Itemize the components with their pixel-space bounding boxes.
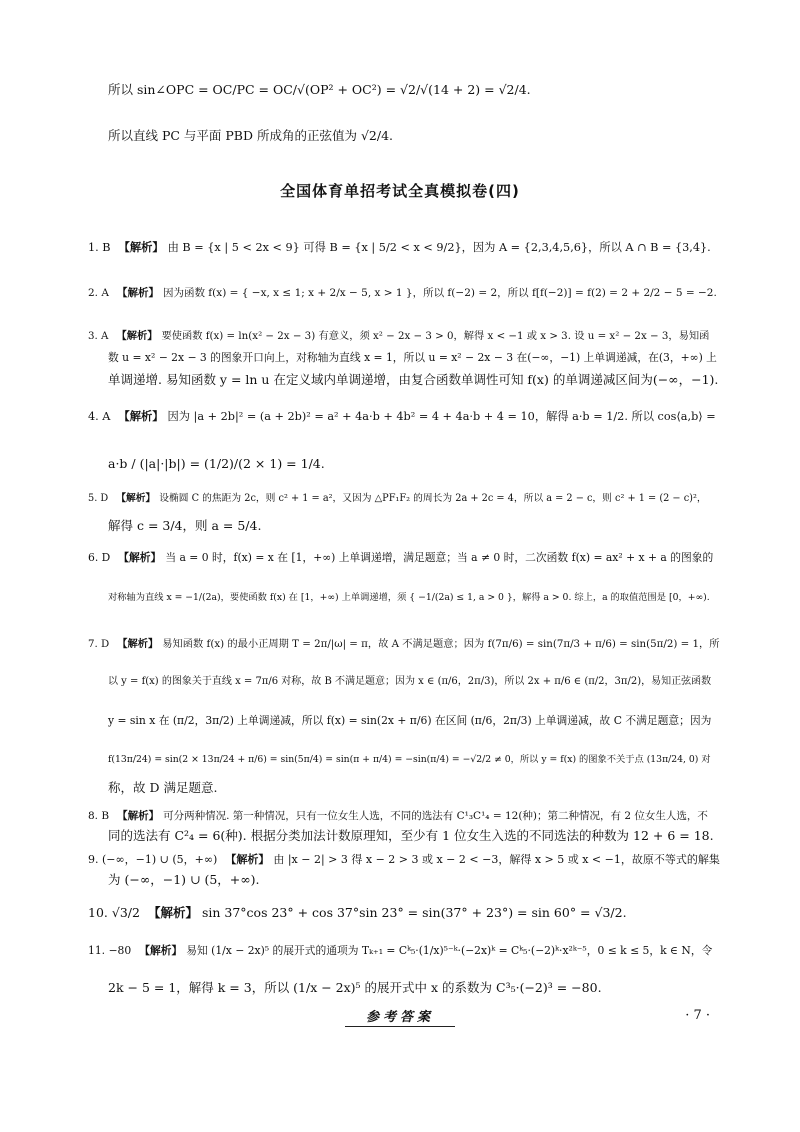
intro-line-2: 所以直线 PC 与平面 PBD 所成角的正弦值为 √2/4. bbox=[108, 128, 394, 143]
item-9-number: 9. (−∞，−1) ∪ (5，+∞) bbox=[88, 853, 218, 866]
item-7-line-2: 以 y = f(x) 的图象关于直线 x = 7π/6 对称，故 B 不满足题意；因为 x ∈ (π/6，2π/3)，所以 2x + π/6 ∈ (π/2，3π/2)，易知正弦函数 bbox=[108, 676, 712, 687]
item-7-line-4: f(13π/24) = sin(2 × 13π/24 + π/6) = sin(5π/4) = sin(π + π/4) = −sin(π/4) = −√2/2 ≠ 0，所以 y = f(x) 的图象不关于点 (13π/24, 0) 对 bbox=[108, 754, 711, 765]
item-3-line-1: 要使函数 f(x) = ln(x² − 2x − 3) 有意义，须 x² − 2x − 3 > 0，解得 x < −1 或 x > 3. 设 u = x² − 2x − 3，易知函 bbox=[161, 330, 710, 342]
item-11-line-2: 2k − 5 = 1，解得 k = 3，所以 (1/x − 2x)⁵ 的展开式中 x 的系数为 C³₅·(−2)³ = −80. bbox=[108, 980, 602, 995]
item-7-number: 7. D bbox=[88, 638, 110, 650]
item-6-number: 6. D bbox=[88, 551, 111, 564]
item-8-line-2: 同的选法有 C²₄ = 6(种). 根据分类加法计数原理知，至少有 1 位女生入选的不同选法的种数为 12 + 6 = 18. bbox=[108, 828, 714, 843]
item-7 bbox=[88, 636, 719, 652]
item-3 bbox=[88, 328, 709, 344]
item-4-number: 4. A bbox=[88, 410, 111, 423]
item-9-tag: 【解析】 bbox=[225, 853, 270, 866]
item-3-line-3: 单调递增. 易知函数 y = ln u 在定义域内单调递增，由复合函数单调性可知 f(x) 的单调递减区间为(−∞，−1). bbox=[108, 372, 719, 387]
item-5-line-2: 解得 c = 3/4，则 a = 5/4. bbox=[108, 518, 262, 533]
item-6 bbox=[88, 550, 713, 566]
item-5 bbox=[88, 491, 707, 507]
item-5-number: 5. D bbox=[88, 493, 109, 504]
item-8 bbox=[88, 808, 708, 824]
item-6-line-2: 对称轴为直线 x = −1/(2a)，要使函数 f(x) 在 [1，+∞) 上单调递增，须 { −1/(2a) ≤ 1, a > 0 }，解得 a > 0. 综上，a 的取值范围是 [0，+∞). bbox=[108, 592, 710, 603]
item-9-line-1: 由 |x − 2| > 3 得 x − 2 > 3 或 x − 2 < −3，解得 x > 5 或 x < −1，故原不等式的解集 bbox=[273, 853, 720, 866]
item-10 bbox=[88, 905, 627, 921]
item-4-line-1: 因为 |a + 2b|² = (a + 2b)² = a² + 4a·b + 4b² = 4 + 4a·b + 4 = 10，解得 a·b = 1/2. 所以 cos⟨a,b⟩ = bbox=[167, 410, 716, 423]
footer-label: 参考答案 bbox=[365, 1010, 434, 1025]
item-5-tag: 【解析】 bbox=[116, 493, 156, 504]
item-3-number: 3. A bbox=[88, 330, 109, 342]
item-4 bbox=[88, 408, 716, 425]
item-1-tag: 【解析】 bbox=[118, 240, 164, 254]
item-9 bbox=[88, 852, 720, 868]
item-3-line-2: 数 u = x² − 2x − 3 的图象开口向上，对称轴为直线 x = 1，所以 u = x² − 2x − 3 在(−∞，−1) 上单调递减，在(3，+∞) 上 bbox=[108, 351, 717, 364]
page-number: · 7 · bbox=[685, 1008, 710, 1023]
item-4-line-2: a·b / (|a|·|b|) = (1/2)/(2 × 1) = 1/4. bbox=[108, 456, 325, 471]
item-10-tag: 【解析】 bbox=[147, 905, 198, 920]
item-7-line-5: 称，故 D 满足题意. bbox=[108, 780, 218, 795]
item-3-tag: 【解析】 bbox=[116, 330, 158, 342]
item-4-tag: 【解析】 bbox=[118, 409, 164, 423]
item-7-line-1: 易知函数 f(x) 的最小正周期 T = 2π/|ω| = π，故 A 不满足题意；因为 f(7π/6) = sin(7π/3 + π/6) = sin(5π/2) = 1，所 bbox=[162, 638, 720, 650]
item-6-tag: 【解析】 bbox=[118, 551, 162, 564]
item-11 bbox=[88, 943, 712, 959]
item-11-tag: 【解析】 bbox=[139, 944, 183, 957]
intro-line-1: 所以 sin∠OPC = OC/PC = OC/√(OP² + OC²) = √2/√(14 + 2) = √2/4. bbox=[108, 82, 531, 97]
item-1-line-1: 由 B = {x | 5 < 2x < 9} 可得 B = {x | 5/2 < x < 9/2}，因为 A = {2,3,4,5,6}，所以 A ∩ B = {3,4}. bbox=[167, 241, 711, 254]
item-5-line-1: 设椭圆 C 的焦距为 2c，则 c² + 1 = a²，又因为 △PF₁F₂ 的周长为 2a + 2c = 4，所以 a = 2 − c，则 c² + 1 = (2 − c)²， bbox=[159, 493, 707, 504]
item-2-line-1: 因为函数 f(x) = { −x, x ≤ 1; x + 2/x − 5, x > 1 }，所以 f(−2) = 2，所以 f[f(−2)] = f(2) = 2 + 2/2 − 5 = −2. bbox=[162, 287, 717, 299]
item-2 bbox=[88, 285, 717, 301]
item-1 bbox=[88, 239, 711, 256]
footer-rule bbox=[345, 1026, 455, 1027]
item-2-tag: 【解析】 bbox=[116, 287, 159, 299]
item-2-number: 2. A bbox=[88, 287, 109, 299]
item-7-tag: 【解析】 bbox=[117, 638, 159, 650]
item-8-line-1: 可分两种情况. 第一种情况，只有一位女生人选，不同的选法有 C¹₃C¹₄ = 12(种)；第二种情况，有 2 位女生人选，不 bbox=[163, 810, 708, 822]
item-11-number: 11. −80 bbox=[88, 944, 132, 957]
item-1-number: 1. B bbox=[88, 241, 111, 254]
item-10-line-1: sin 37°cos 23° + cos 37°sin 23° = sin(37° + 23°) = sin 60° = √3/2. bbox=[201, 905, 627, 920]
item-6-line-1: 当 a = 0 时，f(x) = x 在 [1，+∞) 上单调递增，满足题意；当 a ≠ 0 时，二次函数 f(x) = ax² + x + a 的图象的 bbox=[165, 551, 714, 564]
item-7-line-3: y = sin x 在 (π/2，3π/2) 上单调递减，所以 f(x) = sin(2x + π/6) 在区间 (π/6，2π/3) 上单调递减，故 C 不满足题意；因为 bbox=[108, 714, 712, 727]
item-10-number: 10. √3/2 bbox=[88, 905, 140, 920]
item-11-line-1: 易知 (1/x − 2x)⁵ 的展开式的通项为 Tₖ₊₁ = Cᵏ₅·(1/x)⁵⁻ᵏ·(−2x)ᵏ = Cᵏ₅·(−2)ᵏ·x²ᵏ⁻⁵，0 ≤ k ≤ 5，k ∈ N，令 bbox=[186, 944, 713, 957]
item-9-line-2: 为 (−∞，−1) ∪ (5，+∞). bbox=[108, 872, 260, 887]
item-8-number: 8. B bbox=[88, 810, 110, 822]
item-8-tag: 【解析】 bbox=[117, 810, 160, 822]
page-title: 全国体育单招考试全真模拟卷(四) bbox=[280, 182, 520, 200]
